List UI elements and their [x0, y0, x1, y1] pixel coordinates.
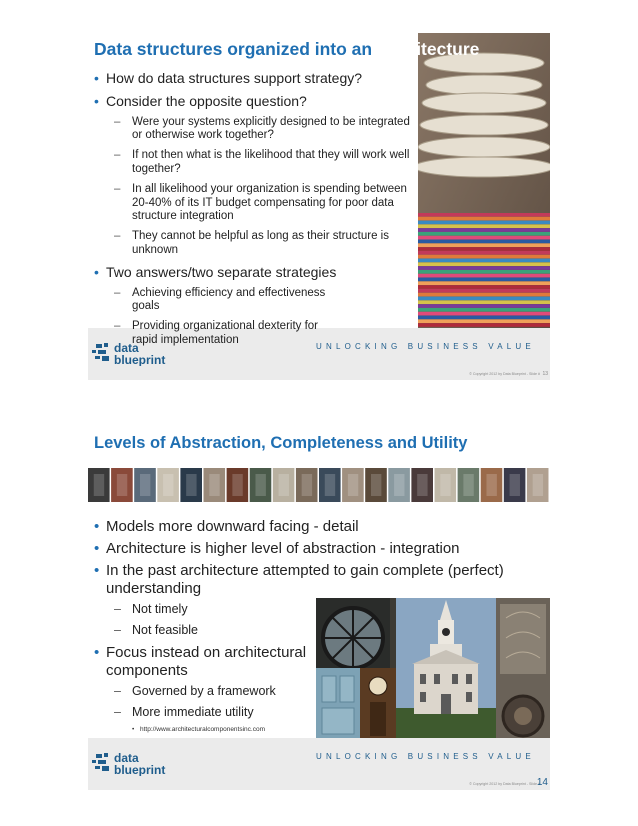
- bullet-text: In the past architecture attempted to gain complete (perfect) understanding: [106, 562, 504, 597]
- sub-bullet-item: [94, 705, 550, 720]
- sub-bullet-item: [94, 602, 550, 617]
- dash-icon: –: [114, 230, 121, 243]
- copyright: © Copyright 2012 by Data Blueprint - Slide #: [469, 782, 540, 786]
- bullet-text: If not then what is the likelihood that they will work well together?: [132, 149, 410, 175]
- bullet-dot-icon: •: [94, 540, 100, 557]
- dash-icon: –: [114, 705, 121, 719]
- copyright: © Copyright 2012 by Data Blueprint - Slide #: [469, 372, 540, 376]
- bullet-text: More immediate utility: [132, 705, 254, 719]
- stacked-plates-photo: [418, 33, 550, 328]
- bullet-text: Providing organizational dexterity for rapid implementation: [132, 320, 319, 346]
- bullet-text: Models more downward facing - detail: [106, 518, 359, 535]
- sub-bullet-item: [94, 287, 334, 315]
- bullet-dot-icon: •: [94, 644, 100, 661]
- dash-icon: –: [114, 623, 121, 637]
- bullet-text: Two answers/two separate strategies: [106, 263, 337, 280]
- svg-text:data: data: [114, 341, 139, 355]
- tagline: UNLOCKING BUSINESS VALUE: [316, 342, 535, 351]
- bullet-text: Achieving efficiency and effectiveness goals: [132, 286, 326, 313]
- dash-icon: –: [114, 149, 121, 162]
- bullet-text: They cannot be helpful as long as their structure is unknown: [132, 230, 389, 256]
- slide-footer: [88, 738, 550, 790]
- bullet-text: In all likelihood your organization is spending between 20-40% of its IT budget compensating for poor data structure integration: [132, 182, 407, 223]
- bullet-dot-icon: •: [132, 726, 135, 733]
- sub-bullet-item: [94, 623, 550, 638]
- data-blueprint-logo: [92, 750, 192, 776]
- slide-title: Levels of Abstraction, Completeness and Utility: [94, 434, 468, 452]
- sub-bullet-item: [94, 684, 550, 699]
- sub-bullet-item: [94, 320, 334, 348]
- slide-14: [88, 418, 550, 790]
- dash-icon: –: [114, 602, 121, 616]
- svg-text:data: data: [114, 751, 139, 765]
- bullet-item: [94, 70, 412, 87]
- bullet-dot-icon: •: [94, 92, 99, 109]
- bullet-item: [94, 540, 550, 558]
- page-number: 13: [542, 371, 548, 377]
- sub-bullet-item: [94, 183, 412, 224]
- slide-13: [88, 33, 550, 380]
- bullet-dot-icon: •: [94, 562, 100, 579]
- dash-icon: –: [114, 684, 121, 698]
- bullet-text: Not feasible: [132, 623, 199, 637]
- sub-bullet-item: [94, 149, 412, 177]
- sub-bullet-item: [94, 116, 412, 144]
- bullet-text: Governed by a framework: [132, 684, 276, 698]
- bullet-item: [94, 518, 550, 536]
- sub-bullet-item: [94, 230, 412, 258]
- dash-icon: –: [114, 182, 121, 195]
- bullet-item: [94, 93, 412, 110]
- sub-sub-bullet-item: [94, 726, 550, 733]
- bullet-text: Focus instead on architectural components: [106, 644, 307, 679]
- slide-title: Data structures organized into an Architecture: [94, 39, 480, 59]
- page-number: 14: [536, 777, 548, 788]
- bullet-text: http://www.architecturalcomponentsinc.com: [140, 726, 265, 733]
- svg-text:blueprint: blueprint: [114, 353, 166, 366]
- bullet-text: Were your systems explicitly designed to be integrated or otherwise work together?: [132, 115, 410, 142]
- bullet-dot-icon: •: [94, 518, 100, 535]
- dash-icon: –: [114, 286, 121, 299]
- svg-text:blueprint: blueprint: [114, 763, 166, 776]
- bullet-item: [94, 562, 550, 598]
- bullet-dot-icon: •: [94, 70, 99, 86]
- bullet-text: Not timely: [132, 602, 188, 616]
- bullet-list: [94, 518, 550, 733]
- dash-icon: –: [114, 320, 121, 333]
- bullet-text: Consider the opposite question?: [106, 92, 307, 109]
- bullet-item: [94, 264, 412, 281]
- bullet-item: [94, 644, 334, 680]
- bullet-text: How do data structures support strategy?: [106, 70, 363, 86]
- architecture-photo-strip: [88, 468, 550, 502]
- bullet-dot-icon: •: [94, 263, 99, 280]
- bullet-text: Architecture is higher level of abstraction - integration: [106, 540, 460, 557]
- dash-icon: –: [114, 115, 121, 128]
- tagline: UNLOCKING BUSINESS VALUE: [316, 752, 535, 761]
- bullet-list: [94, 70, 412, 354]
